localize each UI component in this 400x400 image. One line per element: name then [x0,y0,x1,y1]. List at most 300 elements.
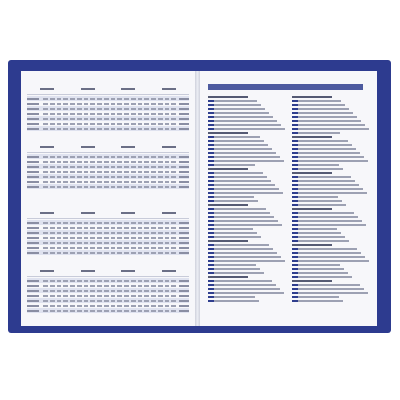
list-item-number [208,180,214,182]
row-end-label [179,123,189,125]
month-label-mark [40,146,54,148]
calendar-date [43,305,48,307]
calendar-date [111,290,116,292]
calendar-date [104,300,109,302]
calendar-date [43,285,48,287]
calendar-date [171,118,176,120]
list-item [292,196,338,198]
list-item [292,120,361,122]
list-item-number [208,220,214,222]
list-item-number [208,156,214,158]
calendar-date [124,161,129,163]
list-item [292,240,349,242]
month-header [149,209,190,217]
calendar-date [158,171,163,173]
calendar-date [84,118,89,120]
row-end-label [179,181,189,183]
list-heading [208,168,248,170]
calendar-date [104,227,109,229]
calendar-date [97,280,102,282]
calendar-date [111,237,116,239]
calendar-date [57,123,62,125]
calendar-date [131,305,136,307]
calendar-date [90,310,95,312]
list-item-number [208,208,214,210]
calendar-date [117,295,122,297]
day-name [27,300,39,302]
calendar-date [77,310,82,312]
list-item [292,256,365,258]
list-item [292,100,341,102]
list-item [208,120,277,122]
calendar-date [165,295,170,297]
calendar-date [144,98,149,100]
calendar-date [63,161,68,163]
calendar-date [84,166,89,168]
calendar-date [104,103,109,105]
calendar-date [171,232,176,234]
calendar-date [43,242,48,244]
calendar-date [70,103,75,105]
calendar-date [50,186,55,188]
month-header [108,85,149,93]
calendar-date [104,247,109,249]
list-item-number [292,284,298,286]
calendar-date [77,98,82,100]
calendar-date [171,171,176,173]
month-label-mark [40,270,54,272]
calendar-date [43,300,48,302]
calendar-date [50,237,55,239]
divider [27,152,189,153]
day-name [27,186,39,188]
month-label-mark [81,270,95,272]
calendar-date [158,285,163,287]
list-item-number [208,104,214,106]
list-item-number [292,100,298,102]
calendar-date [43,103,48,105]
list-item [292,144,352,146]
row-end-label [179,305,189,307]
list-item [292,192,367,194]
list-item-number [292,228,298,230]
list-item-number [208,112,214,114]
calendar-date [57,305,62,307]
calendar-date [70,232,75,234]
list-item-number [292,252,298,254]
calendar-date [144,108,149,110]
calendar-date [97,247,102,249]
calendar-date [90,128,95,130]
list-item [292,260,369,262]
list-item-number [292,196,298,198]
list-item-number [292,108,298,110]
calendar-date [57,247,62,249]
calendar-date [165,103,170,105]
list-item [292,232,341,234]
calendar-date [104,310,109,312]
day-name [27,280,39,282]
calendar-date [138,113,143,115]
calendar-date [104,290,109,292]
calendar-date [131,280,136,282]
calendar-date [50,181,55,183]
list-item-number [208,280,214,282]
calendar-week-row [27,308,189,313]
list-item [292,104,345,106]
month-label-mark [40,212,54,214]
calendar-date [124,285,129,287]
calendar-date [84,280,89,282]
list-heading [292,136,332,138]
calendar-date [50,247,55,249]
calendar-date [63,118,68,120]
calendar-date [117,118,122,120]
day-name [27,103,39,105]
calendar-date [70,290,75,292]
calendar-date [77,103,82,105]
calendar-date [50,227,55,229]
calendar-date [43,295,48,297]
calendar-date [77,166,82,168]
list-item [208,212,270,214]
calendar-date [171,103,176,105]
calendar-date [171,123,176,125]
calendar-date [151,98,156,100]
list-item-number [292,132,298,134]
calendar-date [131,166,136,168]
calendar-date [84,227,89,229]
calendar-date [111,118,116,120]
month-header [68,209,109,217]
calendar-date [77,247,82,249]
calendar-date [111,186,116,188]
row-end-label [179,103,189,105]
calendar-date [70,280,75,282]
calendar-date [144,232,149,234]
list-item-number [208,244,214,246]
calendar-date [77,280,82,282]
row-end-label [179,128,189,130]
calendar-date [104,232,109,234]
row-end-label [179,300,189,302]
calendar-date [111,242,116,244]
list-item [292,228,337,230]
calendar-date [84,186,89,188]
day-name [27,232,39,234]
calendar-date [50,305,55,307]
list-item-number [292,124,298,126]
calendar-date [57,128,62,130]
calendar-date [50,242,55,244]
calendar-date [131,242,136,244]
calendar-date [158,227,163,229]
day-name [27,242,39,244]
calendar-date [97,222,102,224]
calendar-date [77,242,82,244]
calendar-date [124,166,129,168]
calendar-date [77,128,82,130]
calendar-date [158,118,163,120]
calendar-date [151,171,156,173]
calendar-date [165,237,170,239]
list-item-number [208,252,214,254]
calendar-date [138,247,143,249]
calendar-date [138,156,143,158]
calendar-date [151,103,156,105]
list-item-number [208,128,214,130]
calendar-date [57,237,62,239]
list-item-number [292,144,298,146]
calendar-date [144,280,149,282]
calendar-date [84,108,89,110]
calendar-date [171,113,176,115]
list-item-number [292,216,298,218]
list-item-number [208,100,214,102]
calendar-date [90,300,95,302]
list-item-number [208,192,214,194]
list-item [292,116,357,118]
list-item [292,296,339,298]
calendar-date [151,310,156,312]
list-item-number [208,296,214,298]
calendar-date [104,118,109,120]
calendar-date [124,300,129,302]
list-item-number [208,136,214,138]
calendar-date [171,237,176,239]
calendar-date [144,113,149,115]
calendar-date [90,237,95,239]
calendar-date [158,108,163,110]
calendar-date [144,103,149,105]
calendar-date [104,181,109,183]
calendar-date [171,128,176,130]
calendar-date [50,222,55,224]
month-header [149,85,190,93]
month-header-row [27,209,189,217]
right-page-list [200,71,377,326]
list-item-number [208,120,214,122]
calendar-date [124,98,129,100]
calendar-date [144,171,149,173]
list-item-number [292,264,298,266]
calendar-date [111,280,116,282]
calendar-date [90,252,95,254]
calendar-date [57,108,62,110]
calendar-date [50,300,55,302]
list-item [292,160,368,162]
calendar-date [138,232,143,234]
calendar-date [151,222,156,224]
list-item [292,248,357,250]
list-item [292,236,345,238]
calendar-date [84,310,89,312]
list-item [208,112,269,114]
calendar-date [43,98,48,100]
day-name [27,290,39,292]
day-name [27,305,39,307]
month-label-mark [162,270,176,272]
calendar-date [171,166,176,168]
calendar-date [117,176,122,178]
list-item-number [292,116,298,118]
month-header [68,85,109,93]
calendar-date [138,222,143,224]
list-item [208,244,269,246]
list-item [292,276,352,278]
list-heading [292,96,332,98]
calendar-date [124,305,129,307]
page-title [208,84,363,90]
calendar-date [57,166,62,168]
calendar-date [165,242,170,244]
calendar-date [111,108,116,110]
month-header [27,209,68,217]
calendar-date [97,242,102,244]
calendar-date [131,171,136,173]
calendar-date [90,171,95,173]
calendar-date [124,252,129,254]
calendar-date [57,252,62,254]
list-item [292,224,366,226]
calendar-date [70,252,75,254]
calendar-date [63,176,68,178]
divider [27,218,189,219]
calendar-date [84,128,89,130]
list-item [208,200,258,202]
row-end-label [179,171,189,173]
list-item-number [292,120,298,122]
calendar-date [50,118,55,120]
calendar-date [151,300,156,302]
calendar-date [165,280,170,282]
calendar-date [43,108,48,110]
list-item [292,212,354,214]
row-end-label [179,227,189,229]
calendar-date [77,252,82,254]
day-name [27,285,39,287]
list-item [292,188,363,190]
list-item [208,280,272,282]
calendar-date [158,237,163,239]
day-name [27,227,39,229]
row-end-label [179,295,189,297]
list-item [208,176,267,178]
calendar-date [144,310,149,312]
list-item [208,184,275,186]
calendar-date [117,300,122,302]
calendar-date [77,176,82,178]
calendar-date [171,108,176,110]
calendar-date [151,227,156,229]
list-item-number [208,236,214,238]
calendar-date [124,113,129,115]
calendar-date [111,123,116,125]
list-item-number [292,180,298,182]
calendar-date [158,113,163,115]
calendar-date [70,227,75,229]
list-item [208,252,277,254]
calendar-date [50,108,55,110]
list-item [292,108,349,110]
month-header [27,143,68,151]
calendar-date [171,161,176,163]
calendar-date [124,186,129,188]
list-item-number [292,192,298,194]
list-item [292,164,339,166]
list-item [292,148,356,150]
calendar-week-row [27,250,189,255]
list-item-number [208,184,214,186]
calendar-date [57,98,62,100]
calendar-date [144,295,149,297]
calendar-date [151,176,156,178]
month-header [108,267,149,275]
calendar-date [77,123,82,125]
calendar-date [117,310,122,312]
list-item [208,236,261,238]
calendar-date [138,98,143,100]
month-header [27,85,68,93]
day-name [27,98,39,100]
calendar-date [57,171,62,173]
row-end-label [179,280,189,282]
calendar-date [124,222,129,224]
calendar-date [50,285,55,287]
calendar-date [104,237,109,239]
row-end-label [179,310,189,312]
calendar-date [151,280,156,282]
calendar-date [151,285,156,287]
calendar-date [63,242,68,244]
calendar-date [63,232,68,234]
calendar-date [70,123,75,125]
calendar-date [138,290,143,292]
calendar-date [151,161,156,163]
row-end-label [179,176,189,178]
list-item [292,252,361,254]
list-item-number [208,176,214,178]
calendar-date [111,295,116,297]
calendar-date [84,252,89,254]
calendar-date [57,186,62,188]
calendar-date [158,156,163,158]
calendar-date [151,123,156,125]
list-item [208,192,283,194]
month-label-mark [121,88,135,90]
calendar-date [84,176,89,178]
calendar-date [158,176,163,178]
calendar-date [63,280,68,282]
calendar-date [158,242,163,244]
calendar-date [90,181,95,183]
list-heading [292,280,332,282]
calendar-date [171,247,176,249]
calendar-date [171,156,176,158]
calendar-date [151,118,156,120]
calendar-date [97,300,102,302]
calendar-date [171,305,176,307]
calendar-date [158,310,163,312]
list-item [292,140,348,142]
calendar-date [124,247,129,249]
calendar-date [50,103,55,105]
calendar-date [84,232,89,234]
calendar-date [165,98,170,100]
calendar-date [131,247,136,249]
calendar-date [138,171,143,173]
calendar-date [97,103,102,105]
